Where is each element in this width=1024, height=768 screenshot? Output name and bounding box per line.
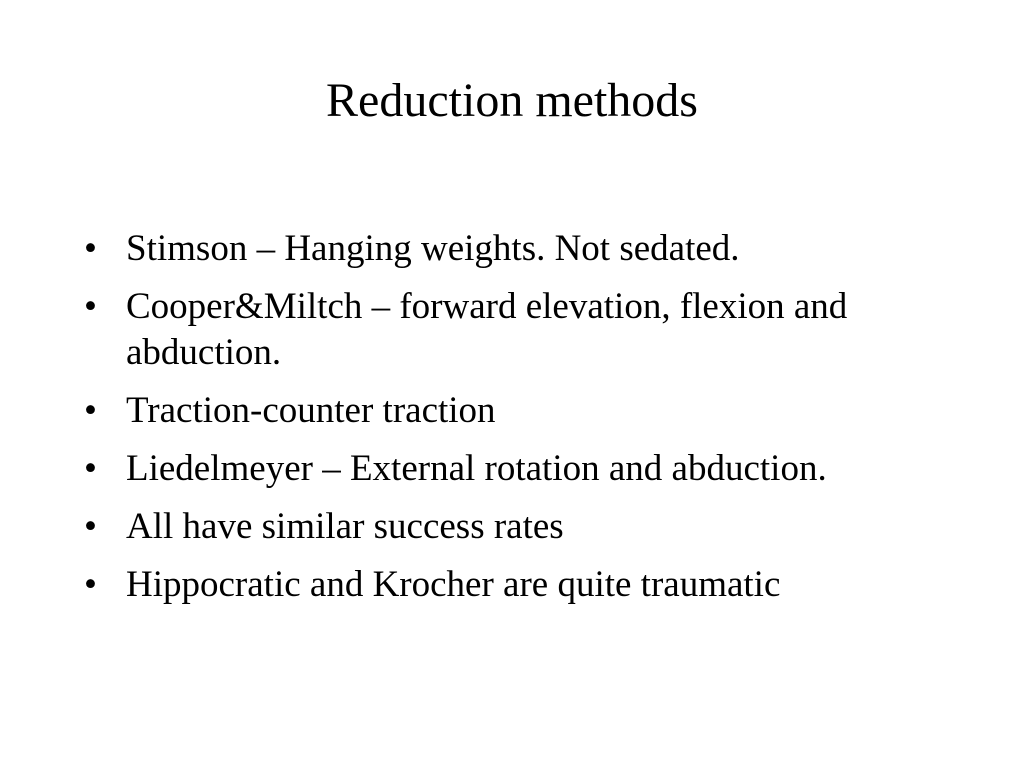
list-item: [84, 446, 964, 492]
bullet-text: Liedelmeyer – External rotation and abduction.: [126, 448, 827, 489]
slide-title: Reduction methods: [326, 74, 698, 127]
list-item: [84, 562, 964, 608]
bullet-icon: •: [84, 506, 97, 547]
bullet-text: Hippocratic and Krocher are quite traumatic: [126, 564, 781, 605]
bullet-list: [84, 226, 964, 620]
bullet-icon: •: [84, 286, 97, 327]
list-item: [84, 504, 964, 550]
bullet-text: Stimson – Hanging weights. Not sedated.: [126, 228, 740, 269]
list-item: [84, 388, 964, 434]
list-item: [84, 284, 964, 376]
bullet-icon: •: [84, 390, 97, 431]
bullet-text: All have similar success rates: [126, 506, 564, 547]
bullet-icon: •: [84, 448, 97, 489]
bullet-icon: •: [84, 228, 97, 269]
list-item: [84, 226, 964, 272]
bullet-text: Traction-counter traction: [126, 390, 496, 431]
bullet-icon: •: [84, 564, 97, 605]
bullet-text: Cooper&Miltch – forward elevation, flexion and abduction.: [126, 286, 848, 373]
